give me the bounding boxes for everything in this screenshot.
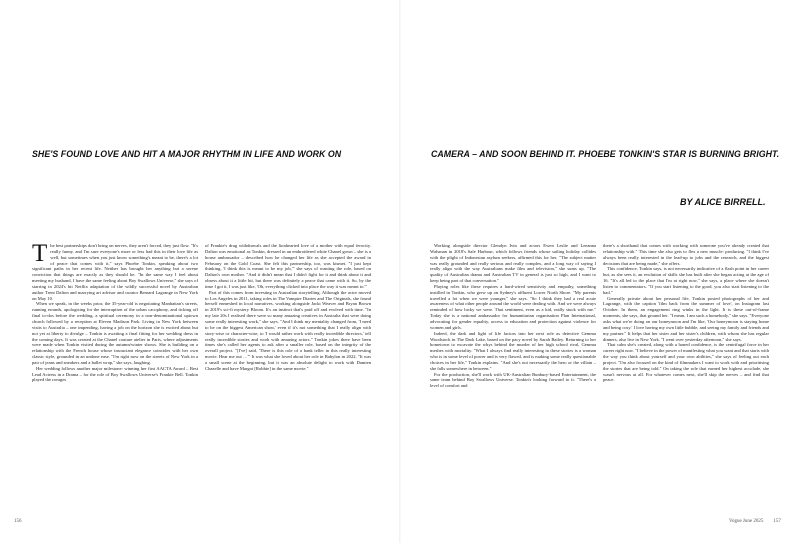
article-paragraph: there's a shorthand that comes with working with someone you've already created that relationship with." This time she also gets to flex a new muscle: producing. "I think I've always been really interested in the lead-up to jobs and the research, and the biggest decisions that are being made," she offers.: [603, 243, 769, 266]
article-column-3: [430, 243, 596, 513]
page-gutter: [399, 0, 401, 543]
article-paragraph: This confidence, Tonkin says, is not necessarily indicative of a flash point in her career but, as she sees it, an evolution of skills she has built after she began acting at the age of 16. "It's all led to the place that I'm at right now," she says, a place where she doesn't listen to commentators. "If you start listening to the good, you also start listening to the bad.": [603, 266, 769, 295]
byline: BY ALICE BIRRELL.: [680, 197, 766, 207]
article-paragraph: Her wedding follows another major milestone: winning her first AACTA Award – Best Lead Actress in a Drama – for the role of Boy Swallows Universe's Frankie Bell. Tonkin played the ravages: [32, 365, 198, 383]
article-paragraph: The best partnerships don't bring on nerves, they aren't forced, they just flow. "It's really funny, and I'm sure everyone's more or less had this in their love life as well, but sometimes when you just know something's meant to be, there's a lot of peace that comes with it," says Phoebe Tonkin, speaking about two significant paths in her recent life. Neither has brought her anything but a serene conviction that things are exactly as they should be. "In the same way I feel about meeting my husband, I have the same feeling about Boy Swallows Universe," she says of starring in 2024's hit Netflix adaptation of the wildly successful novel by Australian author Trent Dalton and marrying art advisor and curator Bernard Lagrange in New York on May 10.: [32, 243, 198, 301]
drop-cap: T: [32, 243, 48, 267]
article-paragraph: For the production, she'll work with UK-Australian Bunbury-based Entertainment, the same team behind Boy Swallows Universe. Tonkin's looking forward to it. "There's a level of comfort and: [430, 371, 596, 389]
standfirst-right: CAMERA – AND SOON BEHIND IT. PHOEBE TONKIN'S STAR IS BURNING BRIGHT.: [431, 149, 780, 159]
article-paragraph: Part of this comes from investing in Australian storytelling. Although the actor moved to Los Angeles in 2011, taking roles in The Vampire Diaries and The Originals, she found herself enmeshed in local narratives, working alongside Jacki Weaver and Bryan Brown in 2019's sci-fi mystery Bloom. It's an instinct that's paid off and evolved with time. "In my late 20s I realised there were so many amazing creatives in Australia that were doing some really interesting work," she says. "And I think my mentality changed from, 'I need to be on the biggest American show,' even if it's not something that I really align with story-wise or character-wise, to 'I would rather work with really incredible directors,' tell really incredible stories and work with amazing actors." Tonkin jokes there have been times she's called her agents to ask after a smaller role, based on the integrity of the overall project. "[I've] said, 'There is this role of a bank teller in this really interesting movie. Hear me out …'" It was what she loved about her role in Babylon in 2022. "It was a small scene at the beginning, but it was an absolute delight to work with Damien Chazelle and have Margot [Robbie] in the same movie.": [205, 289, 371, 371]
folio-right: [729, 519, 781, 524]
page-number-left: 156: [14, 519, 22, 524]
article-paragraph: of Frankie's drug withdrawals and the lionhearted love of a mother with equal ferocity. Dalton was emotional as Tonkin, dressed in an embroidered white Chanel gown – she is a house ambassador – described how he changed her life as she accepted the award in February on the Gold Coast. She felt this partnership, too, was kismet. "I just kept thinking, 'I think this is meant to be my job,'" she says of wanting the role, based on Dalton's own mother. "And it didn't mean that I didn't fight for it and think about it and obsess about it a little bit, but there was definitely a peace that came with it. So, by the time I got it, I was just like, 'Oh, everything clicked into place the way it was meant to.'": [205, 243, 371, 289]
article-paragraph: Indeed, the dark and light of life factors into her next role as detective Gemma Woodstock in The Dark Lake, based on the pacy novel by Sarah Bailey. Returning to her hometown to excavate the whys behind the murder of her high school rival, Gemma meshes with mortality. "What I always find really interesting in these stories is a woman who is in some level of power and is very flawed, and is making some really questionable choices in her life," Tonkin explains. "And she's not necessarily the hero or the villain – she falls somewhere in between.": [430, 330, 596, 371]
article-paragraph: Working alongside director Glendyn Ivin and actors Ewen Leslie and Leeanna Walsman in 2018's Safe Harbour, which follows friends whose sailing holiday collides with the plight of Indonesian asylum seekers, affirmed this for her. "The subject matter was really grounded and really serious and really complex, and a long way of saying I really align with the way Australians make film and television," she sums up. "The quality of Australian drama and Australian TV in general is just so high, and I want to keep being part of that conversation.": [430, 243, 596, 284]
article-column-4: [603, 243, 769, 513]
article-paragraph: Generally private about her personal life, Tonkin posted photographs of her and Lagrange, with the caption 'film back from the summer of love', on Instagram last October. In them, an engagement ring winks in the light. It is these out-of-frame moments, she says, that ground her. "I mean, I am such a homebody," she says. "Everyone asks what we're doing on our honeymoon and I'm like, 'Our honeymoon is staying home and being cosy.' I love having my own little bubble, and seeing my family and friends and my partner." It helps that her sister and her sister's children, with whom she has regular dinners, also live in New York. "I went over yesterday afternoon," she says.: [603, 295, 769, 342]
article-paragraph: That calm she's created, along with a honed confidence, is the centrifugal force in her career right now. "I believe in the power of manifesting what you want and that starts with the way you think about yourself and your own abilities," she says of feeling out each project. "I'm also focused on the kind of filmmakers I want to work with and prioritising the stories that are being told." On taking the role that earned her highest accolade, she wasn't nervous at all. For whatever comes next, she'll skip the nerves – and find that peace.: [603, 342, 769, 383]
article-paragraph: Playing roles like these requires a hard-wired sensitivity and empathy, something instilled in Tonkin, who grew up on Sydney's affluent Lower North Shore. "My parents travelled a lot when we were younger," she says. "So I think they had a real acute awareness of what other people around the world were dealing with. And we were always reminded of how lucky we were. That sentiment, even as a kid, really stuck with me." Today she is a national ambassador for humanitarian organisation Plan International, advocating for gender equality, access to education and protection against violence for women and girls.: [430, 283, 596, 330]
article-paragraph: When we speak, in the weeks prior, the 35-year-old is negotiating Manhattan's streets, running errands, apologising for the interruption of the urban cacophony, and ticking off final to-dos before the wedding, a spiritual ceremony in a non-denominational uptown church followed by a reception at Eleven Madison Park. Living in New York between visits to Australia – one impending, having a job on the horizon she is excited about but not yet at liberty to divulge – Tonkin is awaiting a final fitting for her wedding dress in the coming days. It was created at the Chanel couture atelier in Paris, where adjustments were made when Tonkin visited during the autumn/winter shows. She is building on a relationship with the French house whose insouciant elegance coincides with her own classic style, grounded in an undone ease. "I'm right now on the streets of New York in a pair of jeans and sneakers and a ballet wrap," she says, laughing.: [32, 301, 198, 365]
page-number-right: 157: [773, 519, 781, 524]
article-column-2: [205, 243, 371, 513]
standfirst-left: SHE'S FOUND LOVE AND HIT A MAJOR RHYTHM IN LIFE AND WORK ON: [32, 149, 342, 159]
publication-name: Vogue June 2025: [729, 519, 764, 524]
article-column-1: [32, 243, 198, 513]
